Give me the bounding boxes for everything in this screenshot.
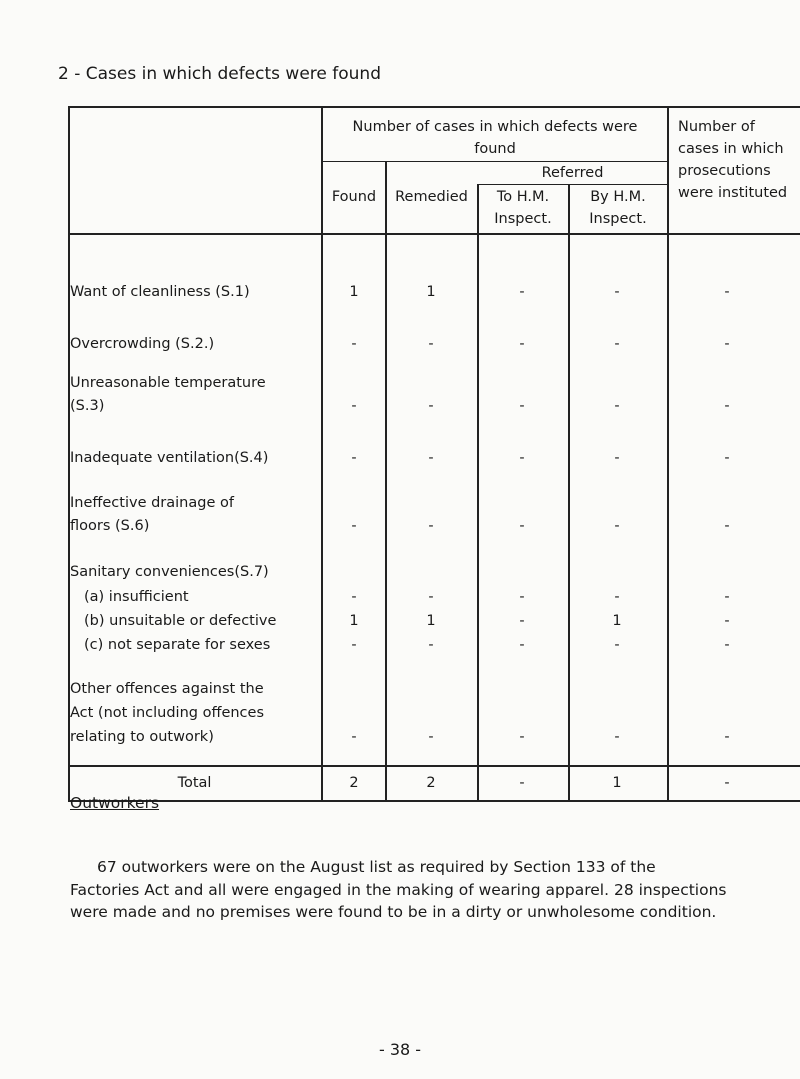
row-label-other-2: Act (not including offences [70, 705, 265, 721]
table-cell: - [724, 336, 730, 352]
header-group-line: found [474, 141, 516, 157]
table-cell: - [519, 589, 525, 605]
table-cell: - [351, 450, 357, 466]
table-top-border [68, 106, 800, 108]
col-divider-5 [667, 106, 669, 801]
header-group-line: Number of cases in which defects were [352, 119, 638, 135]
referred-divider [477, 184, 668, 185]
row-label-ventilation: Inadequate ventilation(S.4) [70, 450, 269, 466]
total-cell: - [519, 775, 525, 791]
table-cell: 1 [612, 613, 622, 629]
table-cell: - [351, 637, 357, 653]
row-label-other: Other offences against the [70, 681, 264, 697]
outworkers-paragraph [70, 856, 782, 924]
row-label-sanitary-c: (c) not separate for sexes [84, 637, 271, 653]
table-cell: - [724, 613, 730, 629]
table-cell: - [351, 398, 357, 414]
table-cell: 1 [426, 284, 436, 300]
header-referred: Referred [541, 165, 604, 181]
header-bottom-border [68, 233, 800, 235]
table-cell: - [519, 613, 525, 629]
header-by-hm-line: Inspect. [589, 211, 647, 227]
paragraph-line: 67 outworkers were on the August list as required by Section 133 of the [97, 858, 656, 876]
table-cell: - [428, 398, 434, 414]
header-by-hm [569, 186, 667, 230]
table-cell: 1 [349, 613, 359, 629]
total-cell: 2 [349, 775, 359, 791]
header-prosecutions-line: cases in which [678, 141, 784, 157]
total-cell: 1 [612, 775, 622, 791]
row-label-sanitary-b: (b) unsuitable or defective [84, 613, 277, 629]
table-cell: - [351, 518, 357, 534]
col-divider-1 [321, 106, 323, 801]
table-cell: - [614, 729, 620, 745]
total-label: Total [177, 775, 212, 791]
row-label-temperature-ref: (S.3) [70, 398, 105, 414]
page-number: - 38 - [378, 1040, 422, 1059]
table-cell: - [519, 398, 525, 414]
table-cell: - [519, 637, 525, 653]
table-cell: - [428, 450, 434, 466]
row-label-sanitary-a: (a) insufficient [84, 589, 189, 605]
table-cell: - [724, 637, 730, 653]
header-found: Found [331, 189, 377, 205]
table-cell: 1 [426, 613, 436, 629]
col-divider-3 [477, 184, 479, 801]
table-cell: - [519, 518, 525, 534]
header-prosecutions-line: Number of [678, 119, 755, 135]
table-cell: - [428, 637, 434, 653]
paragraph-line: were made and no premises were found to be in a dirty or unwholesome condition. [70, 903, 717, 921]
total-top-border [68, 765, 800, 767]
header-to-hm [478, 186, 568, 230]
table-cell: - [351, 336, 357, 352]
table-cell: - [519, 729, 525, 745]
table-cell: - [519, 284, 525, 300]
header-group-title [322, 116, 668, 160]
header-remedied: Remedied [395, 189, 468, 205]
table-cell: - [724, 729, 730, 745]
col-divider-2 [385, 161, 387, 801]
paragraph-line: Factories Act and all were engaged in the making of wearing apparel. 28 inspections [70, 880, 727, 899]
total-cell: - [724, 775, 730, 791]
row-label-temperature: Unreasonable temperature [70, 375, 266, 391]
row-label-sanitary: Sanitary conveniences(S.7) [70, 564, 269, 580]
header-to-hm-line: To H.M. [496, 189, 550, 205]
table-cell: - [428, 518, 434, 534]
table-cell: - [614, 589, 620, 605]
table-cell: - [351, 729, 357, 745]
row-label-drainage-ref: floors (S.6) [70, 518, 150, 534]
header-prosecutions-line: were instituted [678, 185, 788, 201]
header-to-hm-line: Inspect. [494, 211, 552, 227]
header-by-hm-line: By H.M. [590, 189, 646, 205]
table-cell: - [519, 336, 525, 352]
table-cell: - [428, 336, 434, 352]
header-prosecutions-line: prosecutions [678, 163, 771, 179]
row-label-overcrowding: Overcrowding (S.2.) [70, 336, 215, 352]
row-label-other-3: relating to outwork) [70, 729, 214, 745]
table-cell: - [351, 589, 357, 605]
table-cell: - [724, 589, 730, 605]
table-cell: - [614, 284, 620, 300]
table-cell: - [614, 450, 620, 466]
outworkers-title: Outworkers [70, 794, 160, 812]
table-cell: - [614, 518, 620, 534]
table-cell: - [724, 518, 730, 534]
table-cell: - [614, 336, 620, 352]
table-cell: - [519, 450, 525, 466]
table-cell: - [724, 284, 730, 300]
table-cell: - [614, 637, 620, 653]
table-cell: - [614, 398, 620, 414]
page-heading: 2 - Cases in which defects were found [58, 64, 381, 84]
header-prosecutions [678, 116, 800, 204]
table-cell: 1 [349, 284, 359, 300]
row-label-cleanliness: Want of cleanliness (S.1) [70, 284, 250, 300]
table-bottom-border [68, 800, 800, 802]
table-cell: - [724, 398, 730, 414]
col-divider-4 [568, 184, 570, 801]
row-label-drainage: Ineffective drainage of [70, 495, 234, 511]
table-cell: - [724, 450, 730, 466]
total-cell: 2 [426, 775, 436, 791]
table-cell: - [428, 589, 434, 605]
table-cell: - [428, 729, 434, 745]
